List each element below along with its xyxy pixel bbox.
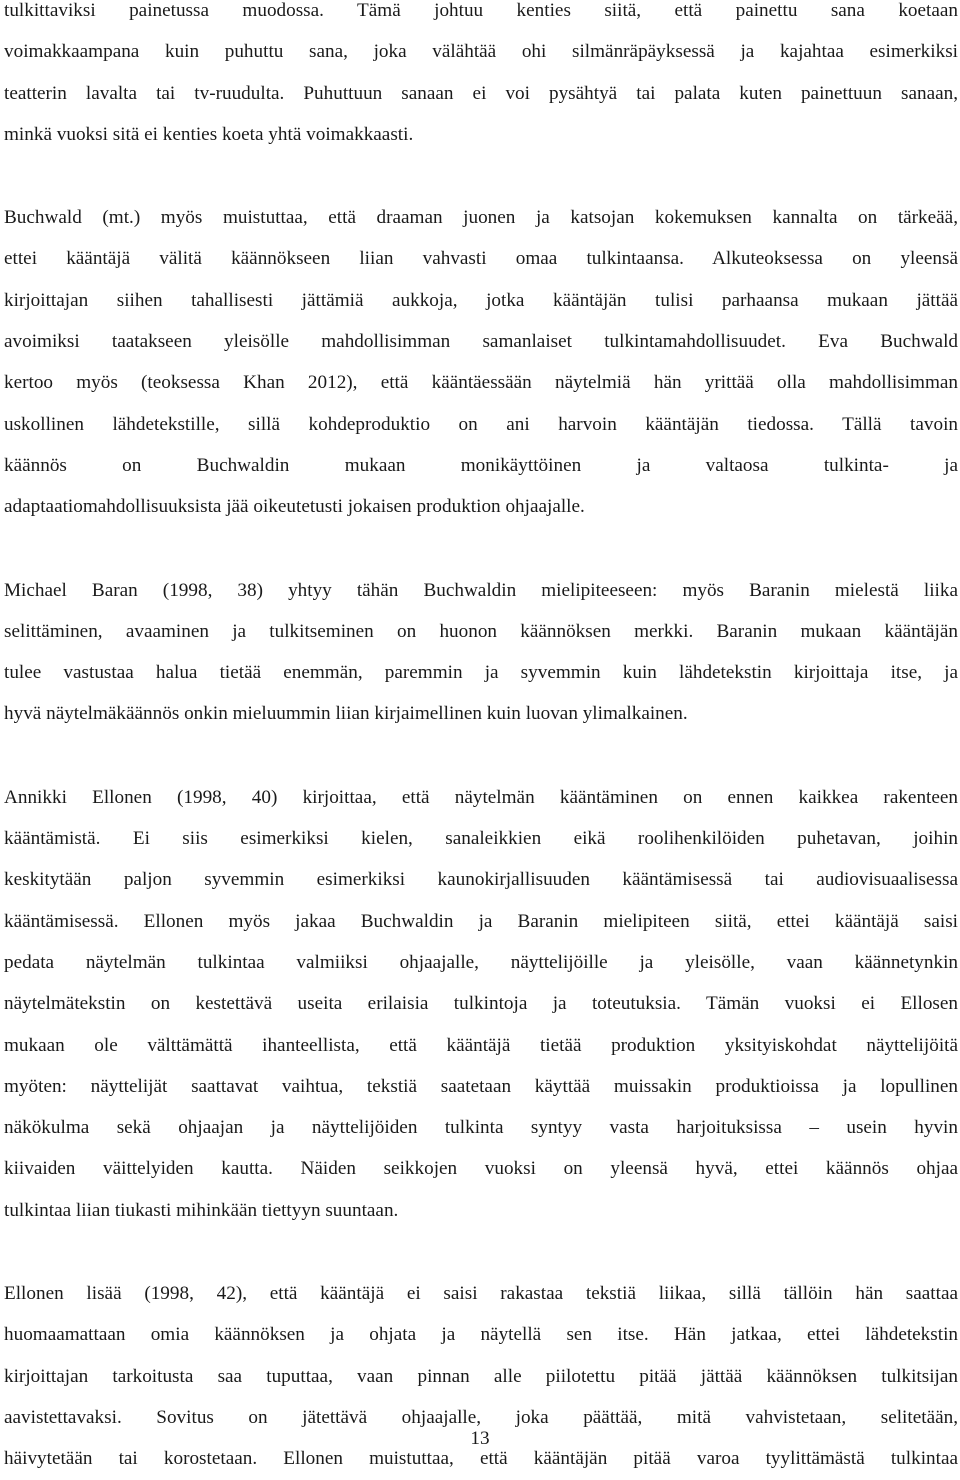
text-line: huomaamattaan omia käännöksen ja ohjata ja näytellä sen itse. Hän jatkaa, ettei lähdetekstin <box>4 1324 958 1346</box>
text-line: voimakkaampana kuin puhuttu sana, joka välähtää ohi silmänräpäyksessä ja kajahtaa esimerkiksi <box>4 41 958 63</box>
paragraph-3 <box>4 570 958 735</box>
text-line: näytelmätekstin on kestettävä useita erilaisia tulkintoja ja toteutuksia. Tämän vuoksi ei Ellosen <box>4 993 958 1015</box>
text-line: aavistettavaksi. Sovitus on jätettävä ohjaajalle, joka päättää, mitä vahvistetaan, selitetään, <box>4 1406 958 1428</box>
page-number: 13 <box>470 1428 490 1449</box>
text-line: tulkittaviksi painetussa muodossa. Tämä johtuu kenties siitä, että painettu sana koetaan <box>4 0 958 21</box>
paragraph-gap <box>4 735 958 777</box>
text-line: ettei kääntäjä välitä käännökseen liian vahvasti omaa tulkintaansa. Alkuteoksessa on yleensä <box>4 248 958 270</box>
text-line: Ellonen lisää (1998, 42), että kääntäjä ei saisi rakastaa tekstiä liikaa, sillä tällöin hän saattaa <box>4 1283 958 1305</box>
paragraph-gap <box>4 1231 958 1273</box>
text-line: Michael Baran (1998, 38) yhtyy tähän Buchwaldin mielipiteeseen: myös Baranin mielestä liika <box>4 579 958 601</box>
text-line: käännös on Buchwaldin mukaan monikäyttöinen ja valtaosa tulkinta- ja <box>4 454 958 476</box>
text-line: kiivaiden väittelyiden kautta. Näiden seikkojen vuoksi on yleensä hyvä, ettei käännös ohjaa <box>4 1158 958 1180</box>
text-line: kääntämistä. Ei siis esimerkiksi kielen, sanaleikkien eikä roolihenkilöiden puhetavan, joihin <box>4 828 958 850</box>
text-line: pedata näytelmän tulkintaa valmiiksi ohjaajalle, näyttelijöille ja yleisölle, vaan käännetynkin <box>4 951 958 973</box>
paragraph-2 <box>4 197 958 527</box>
text-line: myöten: näyttelijät saattavat vaihtua, tekstiä saatetaan käyttää muissakin produktioissa ja lopullinen <box>4 1075 958 1097</box>
text-line: keskitytään paljon syvemmin esimerkiksi kaunokirjallisuuden kääntämisessä tai audiovisuaalisessa <box>4 869 958 891</box>
paragraph-gap <box>4 155 958 197</box>
text-line: kertoo myös (teoksessa Khan 2012), että kääntäessään näytelmiä hän yrittää olla mahdollisimman <box>4 372 958 394</box>
paragraph-gap <box>4 528 958 570</box>
text-line: tulee vastustaa halua tietää enemmän, paremmin ja syvemmin kuin lähdetekstin kirjoittaja itse, ja <box>4 662 958 684</box>
paragraph-4 <box>4 777 958 1231</box>
text-line: teatterin lavalta tai tv-ruudulta. Puhuttuun sanaan ei voi pysähtyä tai palata kuten painettuun sanaan, <box>4 82 958 104</box>
text-line: kirjoittajan siihen tahallisesti jättämiä aukkoja, jotka kääntäjän tulisi parhaansa mukaan jättää <box>4 289 958 311</box>
text-line: mukaan ole välttämättä ihanteellista, että kääntäjä tietää produktion yksityiskohdat näyttelijöitä <box>4 1034 958 1056</box>
paragraph-1 <box>4 0 958 155</box>
document-page <box>4 0 958 1480</box>
text-line: kääntämisessä. Ellonen myös jakaa Buchwaldin ja Baranin mielipiteen siitä, ettei kääntäjä saisi <box>4 910 958 932</box>
text-line: häivytetään tai korostetaan. Ellonen muistuttaa, että kääntäjän pitää varoa tyylittämästä tulkintaa <box>4 1448 958 1470</box>
text-line: uskollinen lähdetekstille, sillä kohdeproduktio on ani harvoin kääntäjän tiedossa. Tällä tavoin <box>4 413 958 435</box>
text-line: Annikki Ellonen (1998, 40) kirjoittaa, että näytelmän kääntäminen on ennen kaikkea rakenteen <box>4 786 958 808</box>
text-line: tulkintaa liian tiukasti mihinkään tiettyyn suuntaan. <box>4 1199 399 1221</box>
text-line: hyvä näytelmäkäännös onkin mieluummin liian kirjaimellinen kuin luovan ylimalkainen. <box>4 703 688 725</box>
text-line: minkä vuoksi sitä ei kenties koeta yhtä voimakkaasti. <box>4 123 414 145</box>
text-line: avoimiksi taatakseen yleisölle mahdollisimman samanlaiset tulkintamahdollisuudet. Eva Buchwald <box>4 331 958 353</box>
text-line: Buchwald (mt.) myös muistuttaa, että draaman juonen ja katsojan kokemuksen kannalta on tärkeää, <box>4 207 958 229</box>
text-line: kirjoittajan tarkoitusta saa tuputtaa, vaan pinnan alle piilotettu pitää jättää käännöksen tulkitsijan <box>4 1365 958 1387</box>
text-line: adaptaatiomahdollisuuksista jää oikeutetusti jokaisen produktion ohjaajalle. <box>4 496 585 518</box>
text-line: näkökulma sekä ohjaajan ja näyttelijöiden tulkinta syntyy vasta harjoituksissa – usein hyvin <box>4 1117 958 1139</box>
text-line: selittäminen, avaaminen ja tulkitseminen on huonon käännöksen merkki. Baranin mukaan kääntäjän <box>4 620 958 642</box>
